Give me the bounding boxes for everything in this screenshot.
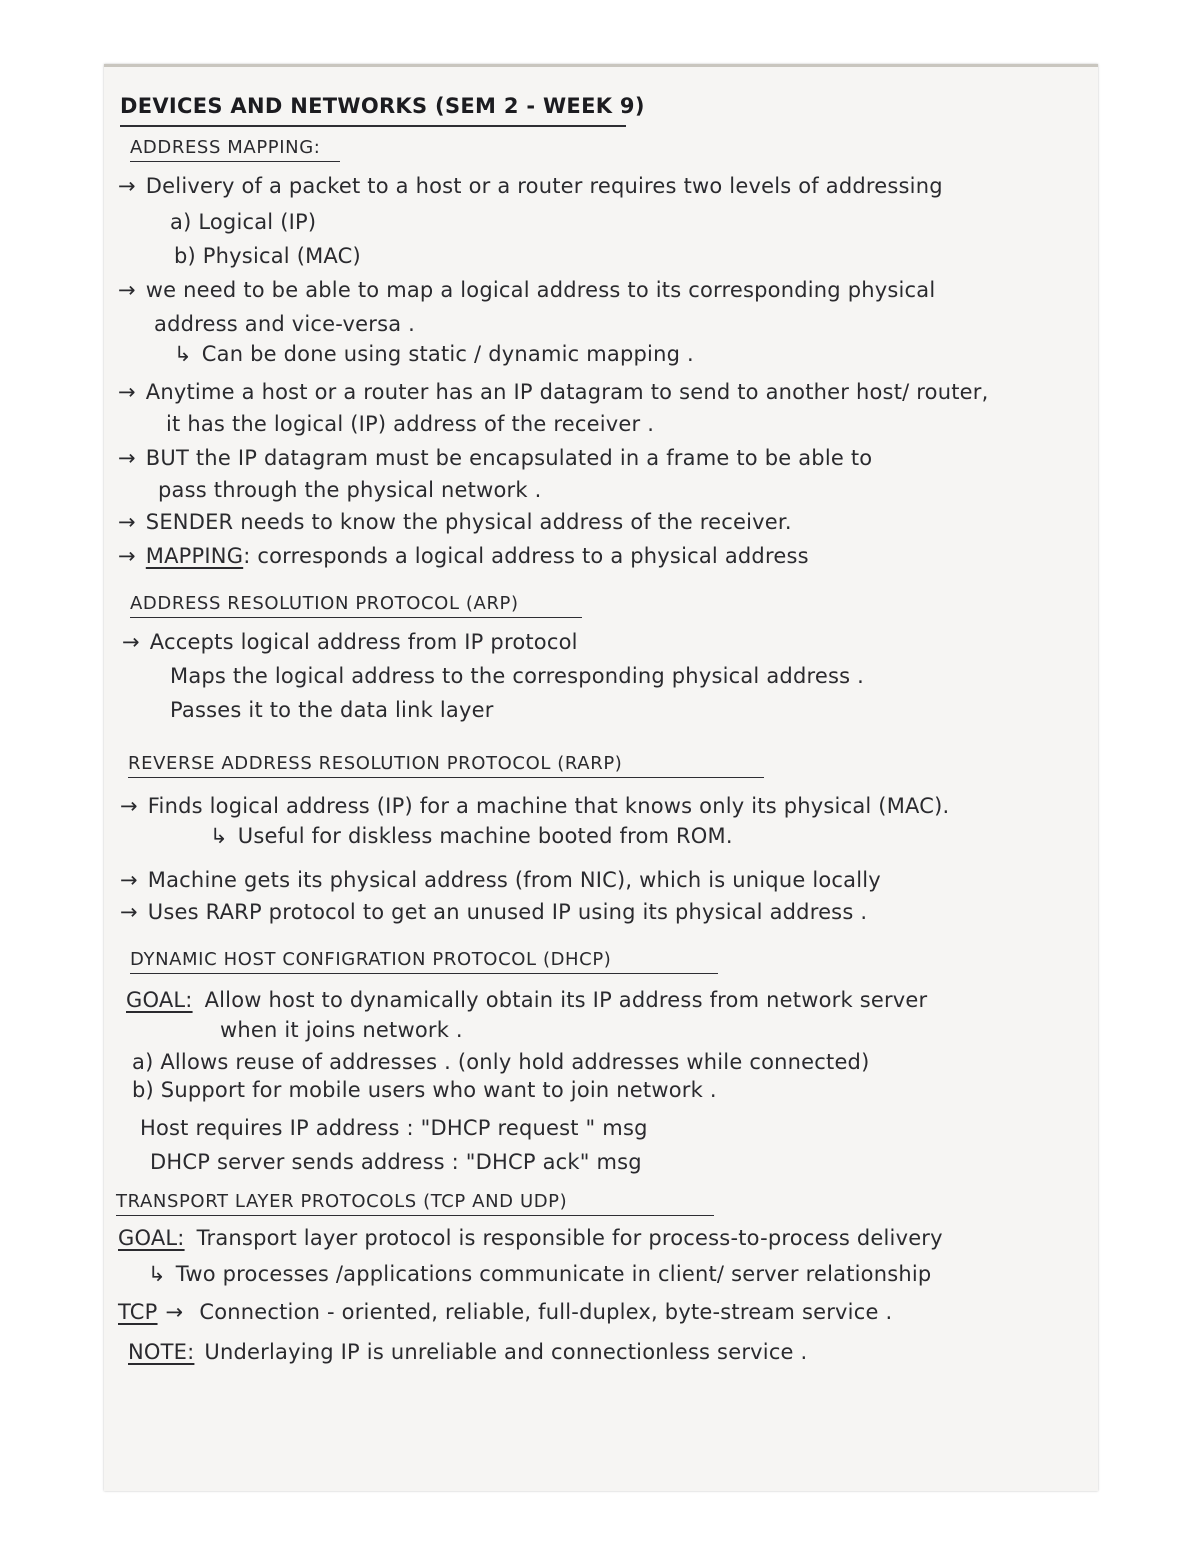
address-mapping-line-6 <box>174 341 694 367</box>
rarp-line-1 <box>120 793 949 819</box>
dhcp-line-4: b) Support for mobile users who want to join network . <box>132 1078 717 1102</box>
dhcp-line-3: a) Allows reuse of addresses . (only hold addresses while connected) <box>132 1050 870 1074</box>
arrow-icon: → <box>118 278 136 302</box>
text: : corresponds a logical address to a physical address <box>243 544 809 568</box>
rarp-line-2 <box>210 823 733 849</box>
transport-note-line <box>128 1339 807 1365</box>
dhcp-goal-line <box>126 987 927 1013</box>
transport-line-2 <box>148 1261 931 1287</box>
rarp-line-4 <box>120 899 867 925</box>
arrow-icon: → <box>118 174 136 198</box>
address-mapping-line-9 <box>118 445 872 471</box>
address-mapping-line-8: it has the logical (IP) address of the receiver . <box>166 412 655 436</box>
transport-underline <box>116 1215 714 1216</box>
address-mapping-line-11 <box>118 509 792 535</box>
sub-arrow-icon: ↳ <box>148 1262 166 1286</box>
dhcp-line-2: when it joins network . <box>220 1018 463 1042</box>
text: Can be done using static / dynamic mapping . <box>201 342 694 366</box>
transport-tcp-line <box>118 1299 892 1325</box>
title-underline <box>120 125 626 127</box>
dhcp-underline <box>130 973 718 974</box>
note-label: NOTE: <box>128 1340 195 1364</box>
rarp-heading: REVERSE ADDRESS RESOLUTION PROTOCOL (RARP) <box>128 753 623 774</box>
transport-goal-line <box>118 1225 943 1251</box>
text: Anytime a host or a router has an IP datagram to send to another host/ router, <box>145 380 989 404</box>
arp-heading: ADDRESS RESOLUTION PROTOCOL (ARP) <box>130 593 519 614</box>
arrow-icon: → <box>118 510 136 534</box>
text: SENDER needs to know the physical address of the receiver. <box>145 510 792 534</box>
dhcp-line-6: DHCP server sends address : "DHCP ack" msg <box>150 1150 642 1174</box>
address-mapping-line-2: a) Logical (IP) <box>170 210 317 234</box>
arrow-icon: → <box>120 900 138 924</box>
arrow-icon: → <box>118 380 136 404</box>
tcp-label: TCP <box>118 1300 158 1324</box>
arrow-icon: → <box>165 1300 184 1324</box>
arrow-icon: → <box>120 794 138 818</box>
address-mapping-line-4 <box>118 277 935 303</box>
arp-line-1 <box>122 629 578 655</box>
transport-heading: TRANSPORT LAYER PROTOCOLS (TCP AND UDP) <box>116 1191 568 1212</box>
text: Accepts logical address from IP protocol <box>149 630 578 654</box>
address-mapping-line-7 <box>118 379 988 405</box>
text: Useful for diskless machine booted from ROM. <box>237 824 733 848</box>
arrow-icon: → <box>122 630 140 654</box>
arrow-icon: → <box>118 446 136 470</box>
arrow-icon: → <box>120 868 138 892</box>
mapping-label: MAPPING <box>145 544 244 568</box>
goal-label: GOAL: <box>118 1226 185 1250</box>
text: Delivery of a packet to a host or a router requires two levels of addressing <box>145 174 943 198</box>
text: we need to be able to map a logical address to its corresponding physical <box>145 278 936 302</box>
arrow-icon: → <box>118 544 136 568</box>
goal-label: GOAL: <box>126 988 193 1012</box>
text: Connection - oriented, reliable, full-duplex, byte-stream service . <box>199 1300 893 1324</box>
notebook-page <box>104 64 1098 1491</box>
arp-line-3: Passes it to the data link layer <box>170 698 494 722</box>
address-mapping-underline <box>130 161 340 162</box>
rarp-line-3 <box>120 867 881 893</box>
address-mapping-line-12 <box>118 543 809 569</box>
text: Two processes /applications communicate in client/ server relationship <box>175 1262 932 1286</box>
address-mapping-line-10: pass through the physical network . <box>158 478 542 502</box>
text: Allow host to dynamically obtain its IP address from network server <box>204 988 928 1012</box>
page-title: DEVICES AND NETWORKS (SEM 2 - WEEK 9) <box>120 94 645 118</box>
text: BUT the IP datagram must be encapsulated in a frame to be able to <box>145 446 873 470</box>
text: Transport layer protocol is responsible for process-to-process delivery <box>196 1226 943 1250</box>
arp-line-2: Maps the logical address to the corresponding physical address . <box>170 664 864 688</box>
address-mapping-heading: ADDRESS MAPPING: <box>130 137 321 158</box>
sub-arrow-icon: ↳ <box>174 342 192 366</box>
dhcp-line-5: Host requires IP address : "DHCP request " msg <box>140 1116 648 1140</box>
text: Underlaying IP is unreliable and connectionless service . <box>204 1340 808 1364</box>
rarp-underline <box>128 777 764 778</box>
address-mapping-line-5: address and vice-versa . <box>154 312 416 336</box>
dhcp-heading: DYNAMIC HOST CONFIGRATION PROTOCOL (DHCP) <box>130 949 612 970</box>
sub-arrow-icon: ↳ <box>210 824 228 848</box>
arp-underline <box>130 617 582 618</box>
text: Finds logical address (IP) for a machine that knows only its physical (MAC). <box>147 794 950 818</box>
text: Machine gets its physical address (from NIC), which is unique locally <box>147 868 881 892</box>
address-mapping-line-3: b) Physical (MAC) <box>174 244 361 268</box>
address-mapping-line-1 <box>118 173 943 199</box>
text: Uses RARP protocol to get an unused IP using its physical address . <box>147 900 868 924</box>
